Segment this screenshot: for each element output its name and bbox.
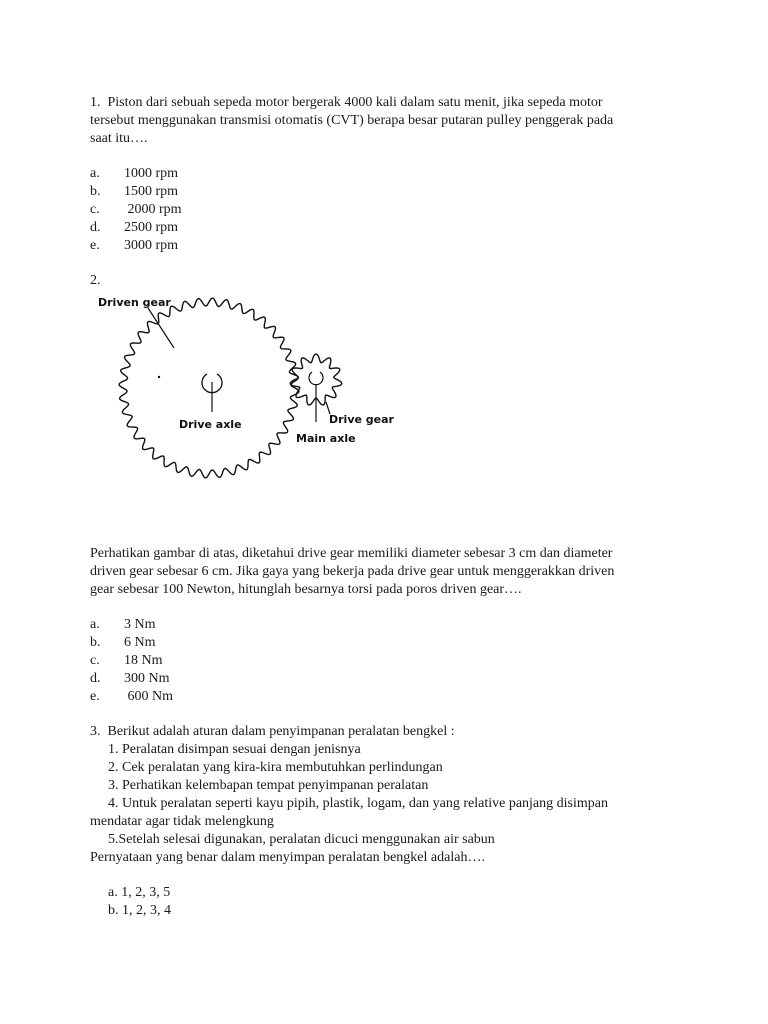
q1-option-letter: a.	[90, 166, 100, 181]
q3-intro: 3. Berikut adalah aturan dalam penyimpanan peralatan bengkel :	[90, 724, 455, 739]
q3-option: a. 1, 2, 3, 5	[108, 885, 171, 900]
q3-item: 3. Perhatikan kelembapan tempat penyimpanan peralatan	[108, 778, 429, 793]
q2-option-text: 3 Nm	[124, 617, 156, 632]
q2-line2: driven gear sebesar 6 cm. Jika gaya yang bekerja pada drive gear untuk menggerakkan driven	[90, 564, 615, 579]
q2-number: 2.	[90, 273, 101, 288]
q2-option-text: 18 Nm	[124, 653, 163, 668]
q3-item-continuation: mendatar agar tidak melengkung	[90, 814, 274, 829]
q1-option-letter: e.	[90, 238, 100, 253]
q3-option: b. 1, 2, 3, 4	[108, 903, 171, 918]
q3-item: 2. Cek peralatan yang kira-kira membutuhkan perlindungan	[108, 760, 443, 775]
q1-option-text: 1500 rpm	[124, 184, 179, 199]
q2-option-text: 300 Nm	[124, 671, 170, 686]
q3-item: 5.Setelah selesai digunakan, peralatan dicuci menggunakan air sabun	[108, 832, 495, 847]
q1-line2: tersebut menggunakan transmisi otomatis (CVT) berapa besar putaran pulley penggerak pada	[90, 113, 614, 128]
q2-option-letter: e.	[90, 689, 100, 704]
q1-option-text: 2500 rpm	[124, 220, 179, 235]
q1-option-letter: b.	[90, 184, 101, 199]
q3-question: Pernyataan yang benar dalam menyimpan peralatan bengkel adalah….	[90, 850, 485, 865]
drive-gear-hub	[309, 372, 323, 385]
q2-line3: gear sebesar 100 Newton, hitunglah besarnya torsi pada poros driven gear….	[90, 582, 522, 597]
q1-line3: saat itu….	[90, 131, 148, 146]
q3-item: 4. Untuk peralatan seperti kayu pipih, plastik, logam, dan yang relative panjang disimpan	[108, 796, 608, 811]
driven-gear-label: Driven gear	[98, 296, 171, 309]
q2-option-text: 6 Nm	[124, 635, 156, 650]
q1-option-letter: c.	[90, 202, 100, 217]
drive-gear-label: Drive gear	[329, 413, 394, 426]
q2-option-letter: b.	[90, 635, 101, 650]
q1-option-letter: d.	[90, 220, 101, 235]
q1-line1: 1. Piston dari sebuah sepeda motor bergerak 4000 kali dalam satu menit, jika sepeda motor	[90, 95, 603, 110]
drive-axle-label: Drive axle	[179, 418, 242, 431]
q2-option-letter: d.	[90, 671, 101, 686]
center-dot	[158, 376, 160, 378]
q2-option-letter: a.	[90, 617, 100, 632]
q1-option-text: 1000 rpm	[124, 166, 179, 181]
q1-option-text: 2000 rpm	[124, 202, 182, 217]
gear-diagram	[90, 292, 390, 492]
driven-gear-shape	[119, 298, 299, 478]
main-axle-label: Main axle	[296, 432, 356, 445]
q3-item: 1. Peralatan disimpan sesuai dengan jenisnya	[108, 742, 361, 757]
q2-option-text: 600 Nm	[124, 689, 173, 704]
q2-option-letter: c.	[90, 653, 100, 668]
q2-line1: Perhatikan gambar di atas, diketahui drive gear memiliki diameter sebesar 3 cm dan diameter	[90, 546, 613, 561]
q1-option-text: 3000 rpm	[124, 238, 179, 253]
